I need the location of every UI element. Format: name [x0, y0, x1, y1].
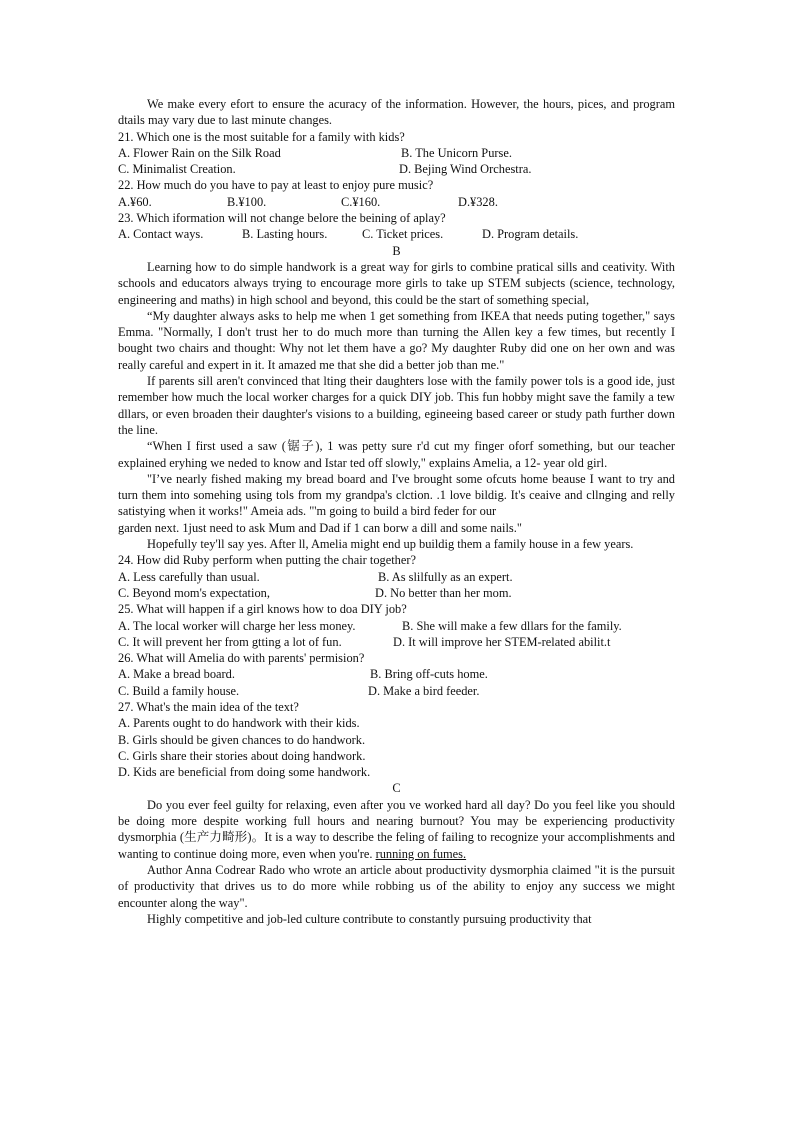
q21-options-row1 [118, 145, 675, 161]
q25-options-row2 [118, 634, 675, 650]
q24-option-c: C. Beyond mom's expectation, [118, 585, 270, 600]
q23-options [118, 226, 675, 242]
q23-option-c: C. Ticket prices. [362, 227, 444, 242]
passage-c-paragraph-2: Author Anna Codrear Rado who wrote an article about productivity dysmorphia claimed "it is the pursuit of productivity that drives us to do more while robbing us of the ability to enjoy any success we might encounter along the way". [118, 862, 675, 910]
q25-option-c: C. It will prevent her from gtting a lot of fun. [118, 634, 342, 649]
q24-option-d: D. No better than her mom. [375, 585, 512, 600]
question-23: 23. Which iformation will not change belore the beining of aplay? [118, 211, 446, 226]
q23-option-b: B. Lasting hours. [242, 227, 328, 242]
exam-page [118, 96, 675, 927]
q26-option-a: A. Make a bread board. [118, 667, 235, 682]
q23-option-a: A. Contact ways. [118, 227, 204, 242]
q26-option-c: C. Build a family house. [118, 683, 240, 698]
q26-options-row2 [118, 683, 675, 699]
q25-option-b: B. She will make a few dllars for the family. [402, 618, 622, 633]
q21-option-a: A. Flower Rain on the Silk Road [118, 145, 281, 160]
q24-option-b: B. As slilfully as an expert. [378, 569, 513, 584]
passage-c-paragraph-1 [118, 797, 675, 862]
q25-options-row1 [118, 618, 675, 634]
q21-option-d: D. Bejing Wind Orchestra. [399, 162, 532, 177]
q23-option-d: D. Program details. [482, 227, 579, 242]
q22-option-c: C.¥160. [341, 194, 381, 209]
passage-b-paragraph-3: If parents sill aren't convinced that lting their daughters lose with the family power tols is a good ide, just remember how much the local worker charges for a quick DIY job. This fun hobby might save the family a tew dllars, or even broaden their daughter's visions to a building, egineeing based career or study path further down the line. [118, 374, 675, 437]
section-b-heading: B [392, 243, 401, 258]
q26-options-row1 [118, 666, 675, 682]
q26-option-d: D. Make a bird feeder. [368, 683, 480, 698]
passage-b-paragraph-1: Learning how to do simple handwork is a great way for girls to combine pratical sills and ceativity. With schools and educators always trying to encourage more girls to take up STEM subjects (science, technology, engineering and maths) in high school and beyond, this could be the start of something special, [118, 259, 675, 307]
q22-option-d: D.¥328. [458, 194, 498, 209]
question-26: 26. What will Amelia do with parents' permision? [118, 651, 365, 666]
q25-option-a: A. The local worker will charge her less money. [118, 618, 356, 633]
q25-option-d: D. It will improve her STEM-related abilit.t [393, 634, 611, 649]
passage-b-paragraph-5: "I’ve nearly fished making my bread board and I've brought some ofcuts home beause I want to try and turn them into somehing using tols from my grandpa's clction. .1 love bildig. It's ceaive and cllnging and relly satistying when it works!" Ameia ads. "'m going to build a bird feder for our [118, 471, 675, 519]
q26-option-b: B. Bring off-cuts home. [370, 667, 488, 682]
section-c-heading: C [392, 781, 401, 796]
question-21: 21. Which one is the most suitable for a family with kids? [118, 129, 405, 144]
passage-c-paragraph-1-text: Do you ever feel guilty for relaxing, even after you ve worked hard all day? Do you feel like you should be doing more despite working full hours and nearing burnout? You may be experiencing productivity dysmorphia (生产力畸形)。It is a way to describe the feling of failing to recognize your accomplishments and wanting to continue doing more, even when you're. [118, 797, 675, 861]
q21-option-c: C. Minimalist Creation. [118, 162, 236, 177]
intro-paragraph: We make every efort to ensure the acuracy of the information. However, the hours, pices, and program dtails may vary due to last minute changes. [118, 97, 675, 128]
q27-option-a: A. Parents ought to do handwork with their kids. [118, 716, 360, 731]
q22-option-b: B.¥100. [227, 194, 267, 209]
q22-options [118, 194, 675, 210]
q21-option-b: B. The Unicorn Purse. [401, 145, 512, 160]
q21-options-row2 [118, 161, 675, 177]
question-24: 24. How did Ruby perform when putting the chair together? [118, 553, 416, 568]
question-22: 22. How much do you have to pay at least to enjoy pure music? [118, 178, 434, 193]
question-27: 27. What's the main idea of the text? [118, 699, 299, 714]
q24-option-a: A. Less carefully than usual. [118, 569, 260, 584]
passage-b-paragraph-5-continued: garden next. 1just need to ask Mum and Dad if 1 can borw a dill and some nails." [118, 520, 522, 535]
passage-b-paragraph-6: Hopefully tey'll say yes. After ll, Amelia might end up buildig them a family house in a few years. [147, 537, 634, 552]
q27-option-b: B. Girls should be given chances to do handwork. [118, 732, 366, 747]
q22-option-a: A.¥60. [118, 194, 152, 209]
q24-options-row2 [118, 585, 675, 601]
q24-options-row1 [118, 569, 675, 585]
passage-b-paragraph-4: “When I first used a saw (锯子), 1 was petty sure r'd cut my finger oforf something, but our teacher explained eryhing we neded to know and Istar ted off slowly," explains Amelia, a 12- year old girl. [118, 439, 675, 470]
q27-option-c: C. Girls share their stories about doing handwork. [118, 748, 366, 763]
q27-option-d: D. Kids are beneficial from doing some handwork. [118, 765, 371, 780]
underlined-phrase: running on fumes. [375, 846, 467, 861]
question-25: 25. What will happen if a girl knows how to doa DIY job? [118, 602, 407, 617]
passage-b-paragraph-2: “My daughter always asks to help me when 1 get something from IKEA that needs puting together," says Emma. "Normally, I don't trust her to do much more than turning the Allen key a few times, but recently I bought two chairs and thought: Why not let them have a go? My daughter Ruby did one on her own and was really careful and expert in it. It amazed me that she did a better job than me." [118, 308, 675, 372]
passage-c-paragraph-3: Highly competitive and job-led culture contribute to constantly pursuing productivity that [147, 911, 592, 926]
